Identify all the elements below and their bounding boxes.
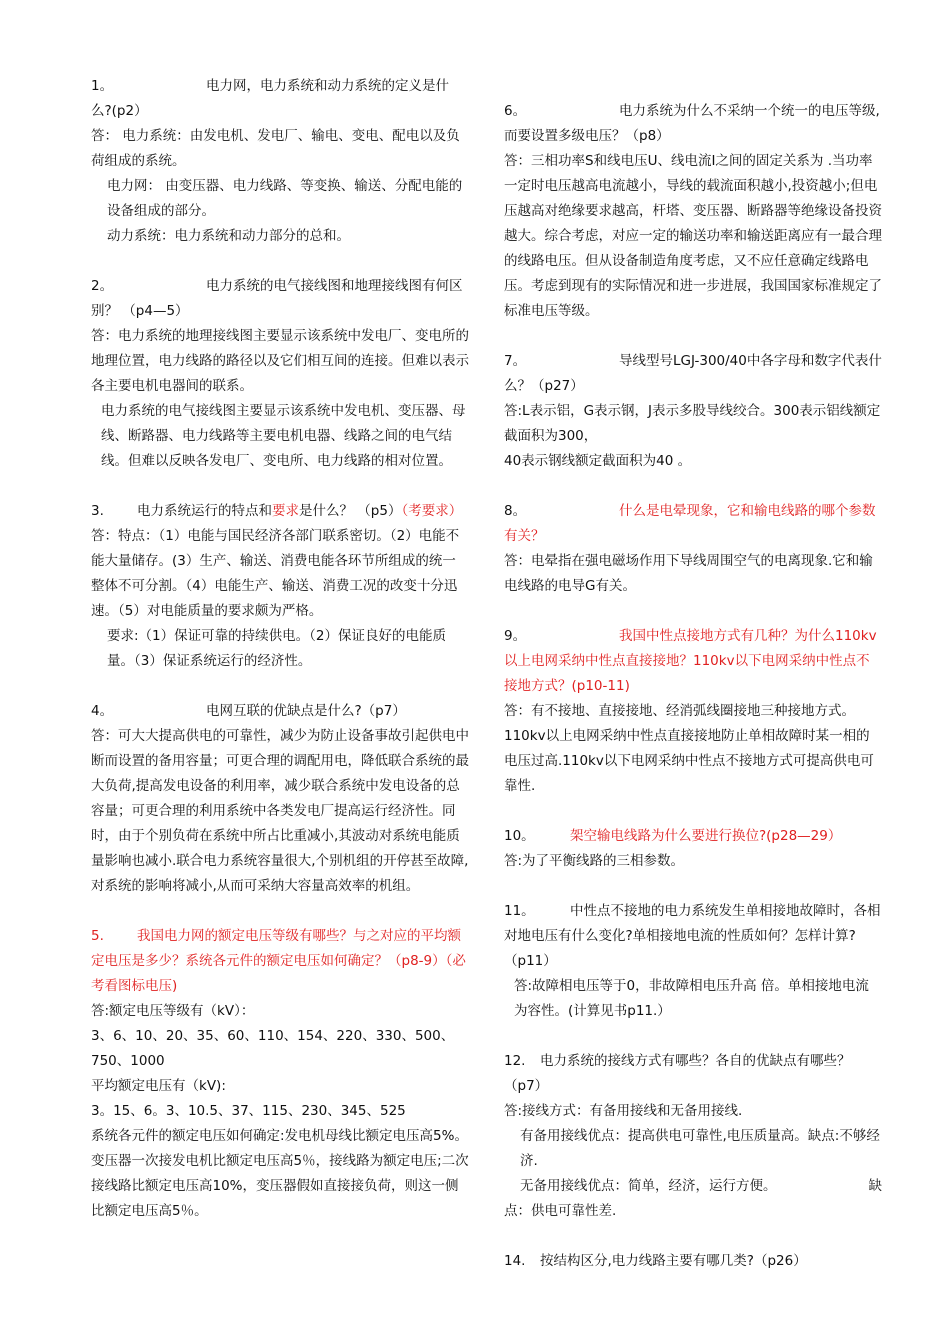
answer-text: 答：有不接地、直接接地、经消弧线圈接地三种接地方式。110kv以上电网采纳中性点直接接地防止单相故障时某一相的电压过高.110kv以下电网采纳中性点不接地方式可提高供电可靠性. xyxy=(504,703,874,794)
question-title xyxy=(91,274,469,324)
question-12 xyxy=(504,1049,882,1224)
question-text: 电力系统的电气接线图和地理接线图有何区别？ （p4—5） xyxy=(91,278,463,319)
answer-text: 答：电晕指在强电磁场作用下导线周围空气的电离现象.它和输电线路的电导G有关。 xyxy=(504,553,873,594)
question-text: 架空输电线路为什么要进行换位?(p28—29） xyxy=(570,828,842,844)
answer-text: 电力系统的电气接线图主要显示该系统中发电机、变压器、母线、断路器、电力线路等主要电机电器、线路之间的电气结线。但难以反映各发电厂、变电所、电力线路的相对位置。 xyxy=(101,403,466,469)
answer-text: 答:接线方式：有备用接线和无备用接线. xyxy=(504,1103,743,1119)
answer-text: 有备用接线优点：提高供电可靠性,电压质量高。缺点:不够经济. xyxy=(520,1128,880,1169)
question-number: 12. xyxy=(504,1053,526,1069)
answer-line xyxy=(504,1174,882,1199)
question-number: 14. xyxy=(504,1253,526,1269)
question-number: 7。 xyxy=(504,353,527,369)
answer-text: 答:L表示铝，G表示钢，J表示多股导线绞合。300表示铝线额定截面积为300， xyxy=(504,403,881,444)
question-text: 是什么？ （p5） xyxy=(299,503,402,519)
answer-text: 答:为了平衡线路的三相参数。 xyxy=(504,853,685,869)
answer-text: 电力网： 由变压器、电力线路、等变换、输送、分配电能的设备组成的部分。 xyxy=(107,178,463,219)
question-title xyxy=(504,1249,882,1274)
question-number: 1。 xyxy=(91,78,114,94)
question-text: 按结构区分,电力线路主要有哪几类?（p26） xyxy=(540,1253,807,1269)
question-number: 4。 xyxy=(91,703,114,719)
question-14 xyxy=(504,1249,882,1274)
question-5 xyxy=(91,924,469,1224)
question-number: 2。 xyxy=(91,278,114,294)
question-number: 5. xyxy=(91,928,104,944)
question-number: 8。 xyxy=(504,503,527,519)
right-column xyxy=(504,99,882,1274)
question-number: 3. xyxy=(91,503,104,519)
question-number: 10。 xyxy=(504,828,535,844)
question-title xyxy=(504,899,882,974)
question-2 xyxy=(91,274,469,474)
question-title xyxy=(504,1049,882,1099)
answer-text: 平均额定电压有（kV): xyxy=(91,1078,226,1094)
answer-text: 3、6、10、20、35、60、110、154、220、330、500、750、1000 xyxy=(91,1028,455,1069)
left-column xyxy=(91,74,469,1224)
question-10 xyxy=(504,824,882,874)
question-text: 中性点不接地的电力系统发生单相接地故障时，各相对地电压有什么变化?单相接地电流的性质如何？怎样计算?（p11） xyxy=(504,903,881,969)
answer-text: 答:故障相电压等于0，非故障相电压升高 倍。单相接地电流为容性。(计算见书p11.） xyxy=(514,978,869,1019)
question-9 xyxy=(504,624,882,799)
question-title xyxy=(504,624,882,699)
question-8 xyxy=(504,499,882,599)
answer-text: 3。15、6。3、10.5、37、115、230、345、525 xyxy=(91,1103,406,1119)
question-title xyxy=(504,499,882,549)
answer-text: 动力系统：电力系统和动力部分的总和。 xyxy=(107,228,350,244)
answer-text: 答：三相功率S和线电压U、线电流I之间的固定关系为 .当功率一定时电压越高电流越小，导线的载流面积越小,投资越小;但电压越高对绝缘要求越高，杆塔、变压器、断路器等绝缘设备投资越大。综合考虑，对应一定的输送功率和输送距离应有一最合理的线路电压。但从设备制造角度考虑，又不应任意确定线路电压。考虑到现有的实际情况和进一步进展，我国国家标准规定了标准电压等级。 xyxy=(504,153,882,319)
question-number: 6。 xyxy=(504,103,527,119)
question-text: 电力系统为什么不采纳一个统一的电压等级,而要设置多级电压？（p8） xyxy=(504,103,880,144)
question-title xyxy=(91,924,469,999)
answer-text: 答：特点：（1）电能与国民经济各部门联系密切。（2）电能不能大量储存。(3）生产、输送、消费电能各环节所组成的统一整体不可分割。（4）电能生产、输送、消费工况的改变十分迅速。（5）对电能质量的要求颇为严格。 xyxy=(91,528,460,619)
question-title xyxy=(504,824,882,849)
question-text: 我国中性点接地方式有几种？为什么110kv以上电网采纳中性点直接接地？110kv以下电网采纳中性点不接地方式？(p10-11) xyxy=(504,628,877,694)
question-7 xyxy=(504,349,882,474)
question-title xyxy=(504,99,882,149)
answer-text: 答：电力系统的地理接线图主要显示该系统中发电厂、变电所的地理位置，电力线路的路径以及它们相互间的连接。但难以表示各主要电机电器间的联系。 xyxy=(91,328,469,394)
question-text: 电力网，电力系统和动力系统的定义是什么?(p2） xyxy=(91,78,449,119)
question-1 xyxy=(91,74,469,249)
question-text: 导线型号LGJ-300/40中各字母和数字代表什么？（p27） xyxy=(504,353,882,394)
answer-text: 答:额定电压等级有（kV）： xyxy=(91,1003,255,1019)
answer-text: 40表示钢线额定截面积为40 。 xyxy=(504,453,692,469)
question-highlight: 要求 xyxy=(272,503,299,519)
question-text: 电力系统的接线方式有哪些？各自的优缺点有哪些？（p7） xyxy=(504,1053,851,1094)
question-11 xyxy=(504,899,882,1024)
question-6 xyxy=(504,99,882,324)
question-title xyxy=(91,74,469,124)
question-title xyxy=(91,499,469,524)
question-highlight: （考要求） xyxy=(401,503,463,519)
question-4 xyxy=(91,699,469,899)
question-text: 电力系统运行的特点和 xyxy=(137,503,272,519)
answer-text: 答： 电力系统：由发电机、发电厂、输电、变电、配电以及负荷组成的系统。 xyxy=(91,128,460,169)
answer-text: 点：供电可靠性差. xyxy=(504,1203,617,1219)
question-title xyxy=(91,699,469,724)
question-number: 9。 xyxy=(504,628,527,644)
question-text: 我国电力网的额定电压等级有哪些？与之对应的平均额定电压是多少？系统各元件的额定电压如何确定？（p8-9）（必考看图标电压) xyxy=(91,928,466,994)
question-3 xyxy=(91,499,469,674)
answer-text: 要求:（1）保证可靠的持续供电。（2）保证良好的电能质量。（3）保证系统运行的经济性。 xyxy=(107,628,446,669)
question-number: 11。 xyxy=(504,903,535,919)
answer-text: 答：可大大提高供电的可靠性，减少为防止设备事故引起供电中断而设置的备用容量；可更合理的调配用电，降低联合系统的最大负荷,提高发电设备的利用率，减少联合系统中发电设备的总容量；可更合理的利用系统中各类发电厂提高运行经济性。同时，由于个别负荷在系统中所占比重减小,其波动对系统电能质量影响也减小.联合电力系统容量很大,个别机组的开停甚至故障,对系统的影响将减小,从而可采纳大容量高效率的机组。 xyxy=(91,728,469,894)
answer-text: 系统各元件的额定电压如何确定:发电机母线比额定电压高5%。变压器一次接发电机比额定电压高5％，接线路为额定电压;二次接线路比额定电压高10%，变压器假如直接接负荷，则这一侧比额定电压高5％。 xyxy=(91,1128,469,1219)
question-title xyxy=(504,349,882,399)
answer-text: 无备用接线优点：简单，经济，运行方便。 xyxy=(520,1178,777,1194)
question-text: 什么是电晕现象，它和输电线路的哪个参数有关？ xyxy=(504,503,876,544)
question-text: 电网互联的优缺点是什么?（p7） xyxy=(206,703,406,719)
answer-text: 缺 xyxy=(868,1178,882,1194)
